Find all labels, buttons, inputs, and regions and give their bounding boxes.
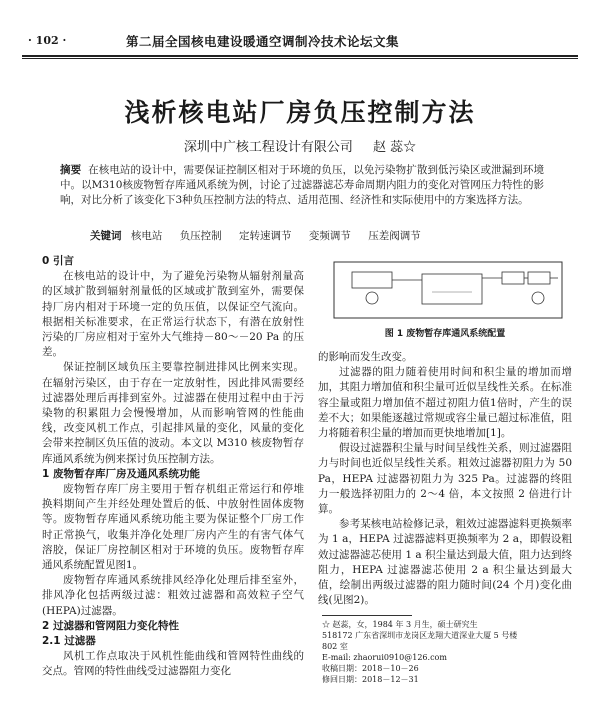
storage-room	[422, 274, 482, 304]
paragraph: 参考某核电站检修记录，粗效过滤器滤料更换频率为 1 a，HEPA 过滤器滤料更换频率为 2 a，即假设粗效过滤器滤芯使用 1 a 积尘量达到最大值，阻力达到终阻力，HEPA 过滤器滤芯使用 2 a 积尘量达到最大值，绘制出两级过滤器的阻力随时间(24 个月)变化曲线(见图2)。	[318, 518, 572, 607]
keywords-label: 关键词	[90, 230, 122, 242]
figure-caption: 图 1 废物暂存库通风系统配置	[384, 329, 506, 339]
hepa-box	[528, 272, 550, 284]
building-outline	[334, 262, 562, 318]
section-heading: 2 过滤器和管网阻力变化特性	[42, 619, 179, 632]
subsection-heading: 2.1 过滤器	[42, 635, 96, 648]
keyword: 压差阀调节	[368, 230, 421, 242]
footnote-line: 收稿日期：2018－10－26	[322, 664, 419, 673]
figure-1-diagram	[332, 254, 564, 324]
paragraph-continued: 的影响而发生改变。	[318, 351, 413, 363]
footnote-line: 修回日期：2018－12－31	[322, 675, 419, 684]
keyword: 变频调节	[308, 230, 351, 242]
journal-title: 第二届全国核电建设暖通空调制冷技术论坛文集	[126, 34, 400, 49]
abstract-label: 摘要	[60, 164, 82, 176]
footnote-line: ☆ 赵蕊，女，1984 年 3 月生，硕士研究生	[322, 620, 478, 629]
author-name: 赵 蕊☆	[373, 140, 417, 155]
right-column	[318, 350, 572, 608]
author-line	[0, 136, 600, 155]
affiliation: 深圳中广核工程设计有限公司	[183, 140, 353, 155]
paragraph: 保证控制区域负压主要靠控制进排风比例来实现。在辐射污染区，由于存在一定放射性，因此排风需要经过滤器处理后再排到室外。过滤器在使用过程中由于污染物的积累阻力会慢慢增加，从而影响管网的性能曲线，改变风机工作点，引起排风量的变化，风量的变化会带来控制区负压值的波动。本文以 M310 核废物暂存库通风系统为例来探讨负压控制方法。	[42, 361, 304, 465]
article-title: 浅析核电站厂房负压控制方法	[124, 98, 476, 127]
left-column	[42, 254, 304, 680]
abstract	[60, 163, 544, 208]
fan-icon	[532, 292, 544, 304]
keyword: 定转速调节	[239, 230, 292, 242]
footnote-line: 518172 广东省深圳市龙岗区龙翔大道深业大厦 5 号楼	[322, 631, 518, 640]
paragraph: 风机工作点取决于风机性能曲线和管网特性曲线的交点。管网的特性曲线受过滤器阻力变化	[42, 650, 304, 678]
footnotes	[322, 619, 572, 685]
supply-unit	[352, 272, 392, 288]
running-header	[28, 31, 573, 53]
footnote-rule	[322, 615, 412, 616]
paragraph: 废物暂存库通风系统排风经净化处理后排至室外，排风净化包括两级过滤：粗效过滤器和高效粒子空气(HEPA)过滤器。	[42, 574, 304, 617]
abstract-text: 在核电站的设计中，需要保证控制区相对于环境的负压，以免污染物扩散到低污染区或泄漏到环境中。以M310核废物暂存库通风系统为例，讨论了过滤器滤芯寿命周期内阻力的变化对管网压力特性的影响，对比分析了该变化下3种负压控制方法的特点、适用范围、经济性和实际使用中的方案选择方法。	[60, 164, 545, 206]
footnote-line: 802 室	[322, 642, 348, 651]
page-number: · 102 ·	[28, 34, 67, 47]
keyword: 核电站	[130, 230, 163, 242]
keyword: 负压控制	[179, 230, 222, 242]
fan-icon	[366, 292, 378, 304]
paragraph: 在核电站的设计中，为了避免污染物从辐射剂量高的区域扩散到辐射剂量低的区域或扩散到室外，需要保持厂房内相对于环境一定的负压值，以保证空气流向。根据相关标准要求，在正常运行状态下，有潜在放射性污染的厂房应相对于室外大气维持－80～－20 Pa 的压差。	[42, 270, 304, 359]
section-heading: 1 废物暂存库厂房及通风系统功能	[42, 467, 200, 480]
keywords	[90, 228, 550, 243]
paragraph: 假设过滤器积尘量与时间呈线性关系，则过滤器阻力与时间也近似呈线性关系。粗效过滤器初阻力为 50 Pa，HEPA 过滤器初阻力为 325 Pa。过滤器的终阻力一般选择初阻力的 2～4 倍，本文按照 2 倍进行计算。	[318, 442, 572, 516]
header-rule-thin	[22, 58, 578, 59]
paragraph: 废物暂存库厂房主要用于暂存机组正常运行和停堆换料期间产生并经处理处置后的低、中放射性固体废物等。废物暂存库通风系统功能主要为保证整个厂房工作时正常换气，收集并净化处理厂房内产生的有害气体气溶胶，保证厂房控制区相对于环境的负压。废物暂存库通风系统配置见图1。	[42, 483, 304, 572]
section-heading: 0 引言	[42, 255, 74, 267]
filter-box	[502, 272, 524, 284]
paragraph: 过滤器的阻力随着使用时间和积尘量的增加而增加，其阻力增加值和积尘量可近似呈线性关系。在标准容尘量或阻力增加值不超过初阻力值1倍时，产生的误差不大；如果能逐越过常规或容尘量已超过标准值，阻力将随着积尘量的增加而更快地增加[1]。	[318, 366, 572, 440]
footnote-line: E-mail: zhaorui0910@126.com	[322, 653, 447, 662]
header-rule	[22, 55, 578, 57]
